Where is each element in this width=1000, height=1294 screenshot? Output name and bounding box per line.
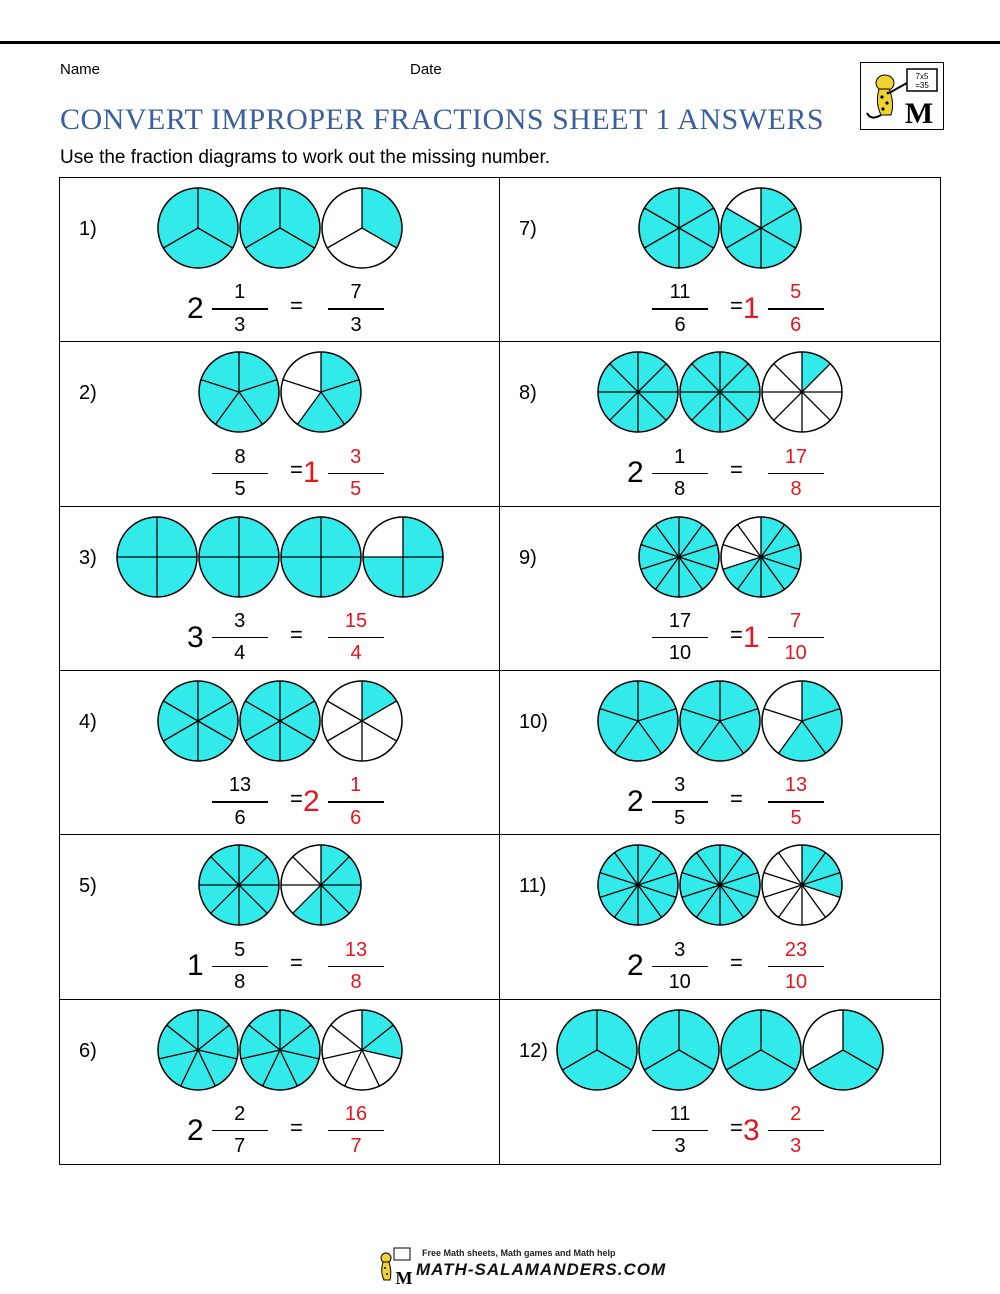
fraction-bar	[328, 966, 384, 968]
answer-number	[328, 278, 384, 340]
fraction	[212, 279, 268, 339]
equals-sign: =	[290, 457, 303, 483]
fraction-bar	[212, 1130, 268, 1132]
fraction-circle	[597, 844, 679, 926]
fraction-diagram	[500, 844, 940, 926]
numerator: 1	[674, 445, 686, 468]
equation	[60, 442, 499, 504]
fraction-circle	[157, 680, 239, 762]
denominator: 10	[668, 971, 691, 994]
fraction	[768, 937, 824, 997]
equation	[60, 278, 499, 340]
fraction	[652, 772, 708, 832]
question-number: 10)	[519, 710, 548, 733]
fraction-diagram	[500, 187, 940, 269]
numerator: 7	[350, 281, 362, 304]
fraction	[768, 772, 824, 832]
page-title: CONVERT IMPROPER FRACTIONS SHEET 1 ANSWERS	[60, 103, 825, 136]
question-number: 4)	[79, 710, 97, 733]
numerator: 3	[674, 938, 686, 961]
problem-cell	[500, 1000, 940, 1164]
denominator: 5	[350, 478, 362, 501]
fraction-bar	[652, 308, 708, 310]
answer-number	[768, 935, 824, 997]
equation	[500, 607, 940, 669]
equals-sign: =	[730, 1114, 743, 1140]
logo-letter: M	[904, 97, 934, 129]
problem-cell	[500, 342, 940, 506]
equation	[60, 607, 499, 669]
fraction-circle	[198, 516, 280, 598]
equation	[60, 771, 499, 833]
equals-sign: =	[290, 621, 303, 647]
problem-cell	[60, 178, 500, 342]
equals-sign: =	[730, 785, 743, 811]
denominator: 6	[234, 806, 246, 829]
fraction-circle	[679, 351, 761, 433]
fraction-circle	[597, 351, 679, 433]
numerator: 11	[669, 281, 691, 304]
answer-number	[768, 771, 824, 833]
fraction-circle	[638, 516, 720, 598]
fraction-circle	[720, 516, 802, 598]
answer-number	[328, 1100, 384, 1162]
fraction	[652, 608, 708, 668]
footer-salamander-icon	[374, 1246, 414, 1286]
fraction-circle	[280, 844, 362, 926]
fraction-bar	[768, 801, 824, 803]
fraction	[212, 937, 268, 997]
problem-cell	[60, 835, 500, 999]
problem-cell	[500, 178, 940, 342]
fraction-bar	[652, 1130, 708, 1132]
given-number	[212, 442, 268, 504]
fraction-circle	[802, 1009, 884, 1091]
question-number: 9)	[519, 546, 537, 569]
fraction-circle	[321, 680, 403, 762]
fraction-bar	[212, 637, 268, 639]
equation	[500, 442, 940, 504]
whole-number: 2	[187, 1113, 204, 1147]
answer-number	[743, 1100, 824, 1162]
denominator: 6	[674, 313, 686, 336]
numerator: 2	[790, 1102, 802, 1125]
denominator: 8	[674, 478, 686, 501]
problem-cell	[60, 1000, 500, 1164]
fraction	[328, 279, 384, 339]
fraction-diagram	[60, 844, 499, 926]
logo-board-text-2: =35	[915, 81, 929, 90]
given-number	[212, 771, 268, 833]
fraction-bar	[652, 801, 708, 803]
numerator: 1	[234, 281, 246, 304]
fraction-bar	[328, 1130, 384, 1132]
question-number: 5)	[79, 875, 97, 898]
question-number: 2)	[79, 382, 97, 405]
fraction-diagram	[500, 680, 940, 762]
numerator: 2	[234, 1102, 246, 1125]
fraction-bar	[768, 308, 824, 310]
numerator: 7	[790, 609, 802, 632]
denominator: 5	[234, 478, 246, 501]
answer-number	[303, 771, 384, 833]
fraction-bar	[212, 473, 268, 475]
denominator: 6	[350, 806, 362, 829]
instructions: Use the fraction diagrams to work out the missing number.	[60, 147, 551, 168]
numerator: 1	[350, 774, 362, 797]
whole-number: 2	[627, 784, 644, 818]
footer-site: MATH-SALAMANDERS.COM	[416, 1260, 667, 1279]
date-label: Date	[410, 61, 442, 78]
equals-sign: =	[290, 293, 303, 318]
fraction	[652, 279, 708, 339]
whole-number: 2	[627, 949, 644, 983]
problem-cell	[60, 507, 500, 671]
fraction-circle	[157, 1009, 239, 1091]
equation	[500, 935, 940, 997]
fraction	[328, 937, 384, 997]
denominator: 5	[674, 806, 686, 829]
denominator: 8	[234, 971, 246, 994]
question-number: 8)	[519, 382, 537, 405]
fraction-bar	[652, 473, 708, 475]
numerator: 5	[234, 938, 246, 961]
denominator: 10	[668, 642, 692, 665]
given-number	[187, 607, 268, 669]
fraction	[768, 608, 824, 668]
equals-sign: =	[290, 950, 303, 976]
question-number: 1)	[79, 218, 97, 240]
fraction-diagram	[60, 1009, 499, 1091]
denominator: 10	[784, 971, 808, 994]
fraction-circle	[157, 187, 239, 269]
numerator: 13	[228, 774, 252, 797]
numerator: 5	[790, 281, 802, 304]
fraction-circle	[321, 1009, 403, 1091]
denominator: 10	[784, 642, 807, 665]
numerator: 16	[344, 1102, 368, 1125]
numerator: 17	[668, 609, 692, 632]
denominator: 5	[790, 806, 802, 829]
fraction-diagram	[500, 1009, 940, 1091]
denominator: 3	[674, 1135, 686, 1158]
equals-sign: =	[730, 457, 743, 483]
fraction-circle	[198, 844, 280, 926]
equals-sign: =	[730, 293, 743, 318]
denominator: 3	[350, 313, 362, 336]
fraction-circle	[239, 187, 321, 269]
equals-sign: =	[290, 785, 303, 811]
fraction-diagram	[60, 187, 499, 269]
denominator: 3	[234, 313, 246, 336]
fraction-circle	[761, 844, 843, 926]
fraction-circle	[280, 351, 362, 433]
fraction	[328, 1101, 384, 1161]
whole-number: 3	[187, 620, 204, 654]
fraction	[768, 444, 824, 504]
fraction-bar	[768, 473, 824, 475]
fraction-diagram	[60, 351, 499, 433]
fraction-circle	[679, 844, 761, 926]
fraction-diagram	[500, 516, 940, 598]
problem-cell	[500, 835, 940, 999]
equation	[60, 1100, 499, 1162]
fraction-circle	[280, 516, 362, 598]
footer-tagline: Free Math sheets, Math games and Math help	[422, 1248, 616, 1258]
fraction	[652, 937, 708, 997]
fraction	[328, 444, 384, 504]
given-number	[627, 442, 708, 504]
answer-number	[743, 278, 824, 340]
fraction	[768, 1101, 824, 1161]
fraction-bar	[328, 637, 384, 639]
given-number	[652, 607, 708, 669]
fraction-bar	[212, 801, 268, 803]
top-rule	[0, 41, 1000, 44]
fraction-circle	[761, 680, 843, 762]
whole-number: 1	[187, 949, 204, 983]
fraction-bar	[768, 1130, 824, 1132]
question-number: 7)	[519, 218, 537, 240]
question-number: 6)	[79, 1039, 97, 1062]
denominator: 6	[790, 313, 802, 336]
footer-logo	[372, 1246, 667, 1288]
numerator: 13	[344, 938, 368, 961]
equation	[60, 935, 499, 997]
given-number	[652, 1100, 708, 1162]
problem-cell	[60, 671, 500, 835]
answer-number	[743, 607, 824, 669]
denominator: 4	[234, 642, 246, 665]
whole-number: 1	[743, 292, 760, 325]
fraction-circle	[597, 680, 679, 762]
numerator: 17	[784, 445, 808, 468]
fraction-diagram	[500, 351, 940, 433]
numerator: 3	[234, 609, 246, 632]
equals-sign: =	[730, 950, 743, 976]
fraction-circle	[239, 1009, 321, 1091]
fraction	[328, 608, 384, 668]
fraction	[652, 1101, 708, 1161]
whole-number: 2	[627, 456, 644, 490]
whole-number: 2	[303, 784, 320, 818]
equals-sign: =	[730, 621, 743, 647]
given-number	[627, 771, 708, 833]
fraction-bar	[652, 637, 708, 639]
numerator: 3	[674, 774, 686, 797]
fraction	[652, 444, 708, 504]
denominator: 8	[790, 478, 802, 501]
given-number	[187, 1100, 268, 1162]
problem-cell	[60, 342, 500, 506]
fraction-circle	[362, 516, 444, 598]
fraction-bar	[328, 801, 384, 803]
fraction	[212, 608, 268, 668]
fraction-bar	[328, 473, 384, 475]
fraction-bar	[652, 966, 708, 968]
fraction-bar	[768, 966, 824, 968]
whole-number: 1	[743, 620, 760, 654]
equals-sign: =	[290, 1114, 303, 1140]
equation	[500, 1100, 940, 1162]
name-label: Name	[60, 61, 101, 78]
numerator: 15	[344, 609, 368, 632]
denominator: 8	[350, 971, 362, 994]
fraction-circle	[239, 680, 321, 762]
numerator: 8	[234, 445, 246, 468]
fraction	[212, 444, 268, 504]
denominator: 3	[790, 1135, 802, 1158]
fraction-circle	[116, 516, 198, 598]
svg-text:M: M	[395, 1268, 413, 1286]
fraction	[768, 279, 824, 339]
problem-grid	[59, 177, 941, 1165]
numerator: 13	[784, 774, 808, 797]
logo-board-text-1: 7x5	[915, 72, 929, 81]
question-number: 12)	[519, 1039, 548, 1062]
fraction-bar	[212, 308, 268, 310]
given-number	[187, 935, 268, 997]
fraction	[328, 772, 384, 832]
equation	[500, 278, 940, 340]
given-number	[652, 278, 708, 340]
question-number: 3)	[79, 546, 97, 569]
fraction	[212, 1101, 268, 1161]
numerator: 23	[784, 938, 808, 961]
problem-cell	[500, 671, 940, 835]
fraction-circle	[761, 351, 843, 433]
fraction-circle	[679, 680, 761, 762]
problem-cell	[500, 507, 940, 671]
fraction-circle	[638, 1009, 720, 1091]
answer-number	[768, 442, 824, 504]
answer-number	[328, 607, 384, 669]
question-number: 11)	[519, 875, 547, 898]
whole-number: 2	[187, 292, 204, 325]
fraction	[212, 772, 268, 832]
denominator: 7	[234, 1135, 246, 1158]
answer-number	[303, 442, 384, 504]
given-number	[627, 935, 708, 997]
fraction-diagram	[60, 516, 499, 598]
fraction-circle	[556, 1009, 638, 1091]
denominator: 4	[350, 642, 362, 665]
fraction-diagram	[60, 680, 499, 762]
fraction-circle	[321, 187, 403, 269]
denominator: 7	[350, 1135, 362, 1158]
given-number	[187, 278, 268, 340]
salamander-logo	[860, 62, 944, 130]
fraction-circle	[720, 187, 802, 269]
equation	[500, 771, 940, 833]
fraction-circle	[638, 187, 720, 269]
fraction-bar	[212, 966, 268, 968]
fraction-circle	[720, 1009, 802, 1091]
fraction-bar	[328, 308, 384, 310]
fraction-bar	[768, 637, 824, 639]
numerator: 11	[669, 1102, 691, 1125]
numerator: 3	[350, 445, 362, 468]
fraction-circle	[198, 351, 280, 433]
whole-number: 3	[743, 1113, 760, 1147]
answer-number	[328, 935, 384, 997]
whole-number: 1	[303, 456, 320, 490]
